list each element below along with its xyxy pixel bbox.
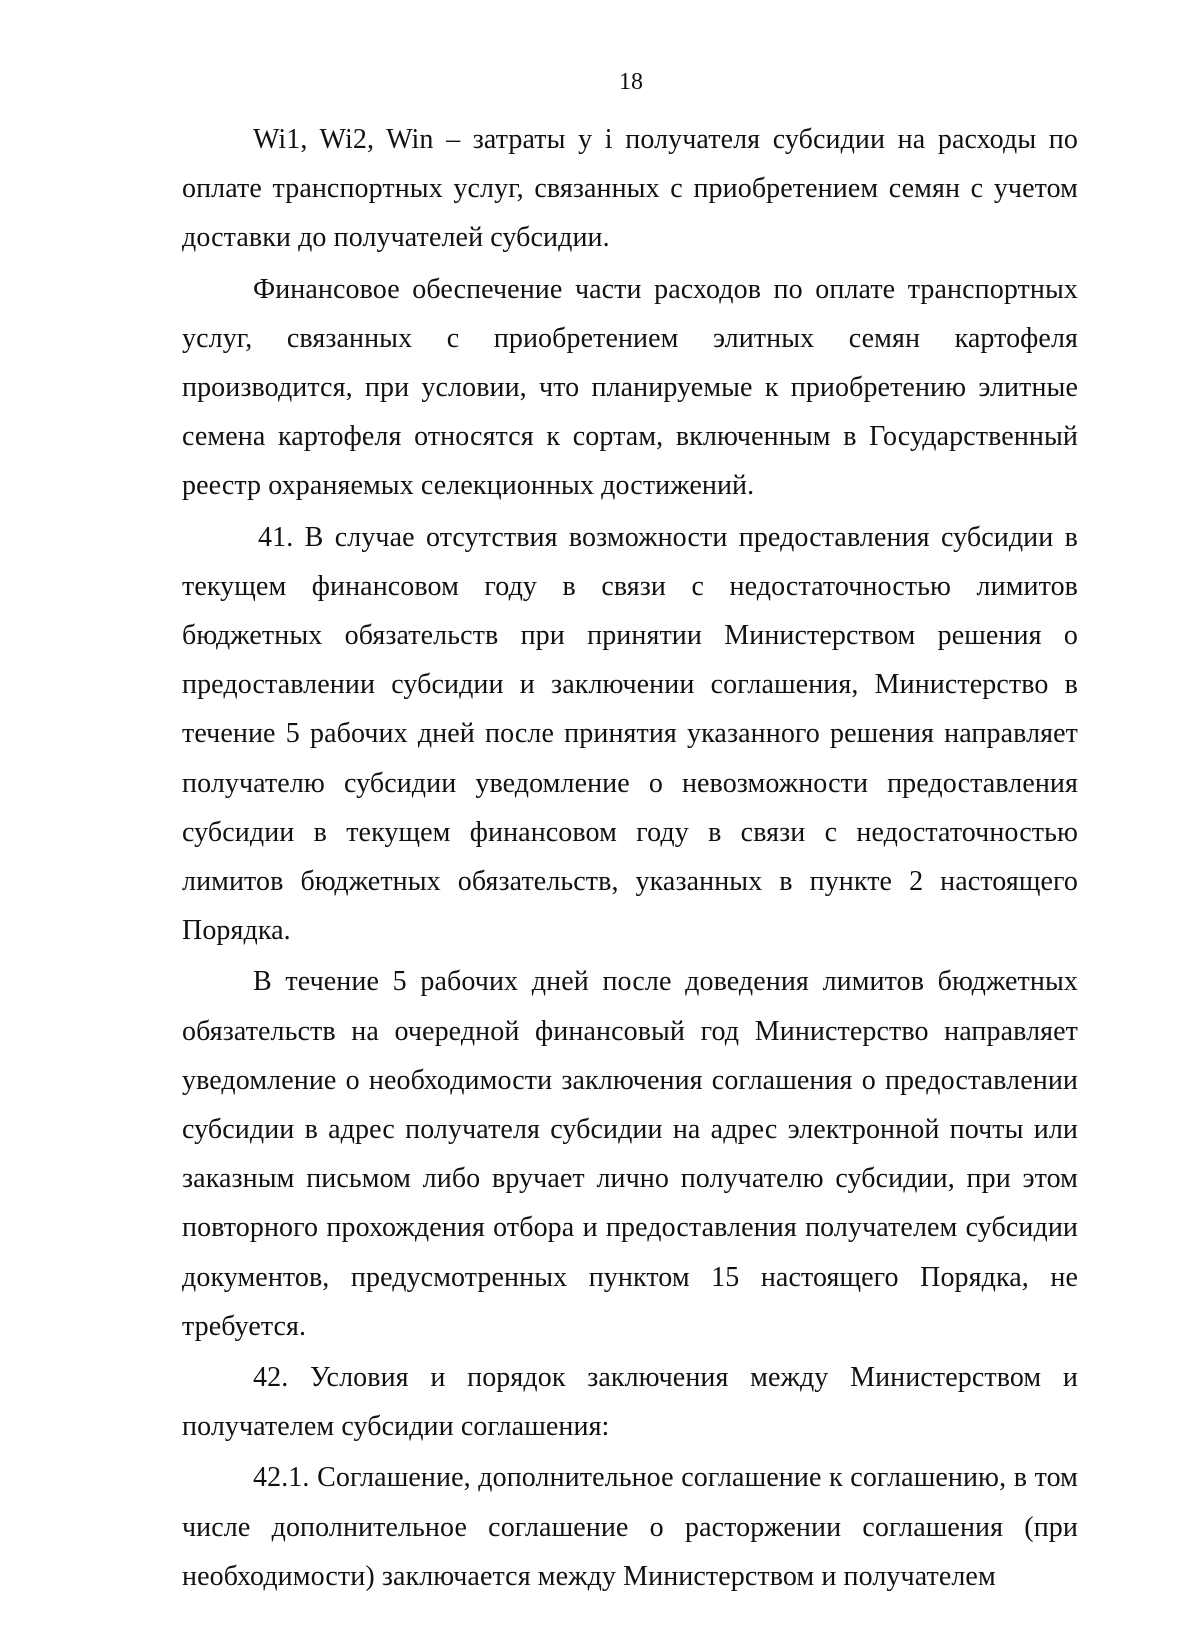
page-number: 18: [619, 69, 643, 95]
paragraph-transport-financing: Финансовое обеспечение части расходов по оплате транспортных услуг, связанных с приобретением элитных семян картофеля производится, при условии, что планируемые к приобретению элитные семена картофеля относятся к сортам, включенным в Государственный реестр охраняемых селекционных достижений.: [182, 273, 1078, 502]
paragraph-clause-41: 41. В случае отсутствия возможности предоставления субсидии в текущем финансовом году в связи с недостаточностью лимитов бюджетных обязательств при принятии Министерством решения о предоставлении субсидии и заключении соглашения, Министерство в течение 5 рабочих дней после принятия указанного решения направляет получателю субсидии уведомление о невозможности предоставления субсидии в текущем финансовом году в связи с недостаточностью лимитов бюджетных обязательств, указанных в пункте 2 настоящего Порядка.: [182, 521, 1078, 947]
paragraph-clause-42-1: 42.1. Соглашение, дополнительное соглашение к соглашению, в том числе дополнительное соглашение о расторжении соглашения (при необходимости) заключается между Министерством и получателем: [182, 1462, 1078, 1592]
paragraph-notification-period: В течение 5 рабочих дней после доведения лимитов бюджетных обязательств на очередной финансовый год Министерство направляет уведомление о необходимости заключения соглашения о предоставлении субсидии в адрес получателя субсидии на адрес электронной почты или заказным письмом либо вручает лично получателю субсидии, при этом повторного прохождения отбора и предоставления получателем субсидии документов, предусмотренных пунктом 15 настоящего Порядка, не требуется.: [182, 966, 1078, 1342]
paragraph-cost-definitions: Wi1, Wi2, Win – затраты у i получателя субсидии на расходы по оплате транспортных услуг, связанных с приобретением семян с учетом доставки до получателей субсидии.: [182, 124, 1078, 254]
paragraph-clause-42: 42. Условия и порядок заключения между Министерством и получателем субсидии соглашения:: [182, 1362, 1078, 1443]
document-body: [182, 115, 1078, 1603]
